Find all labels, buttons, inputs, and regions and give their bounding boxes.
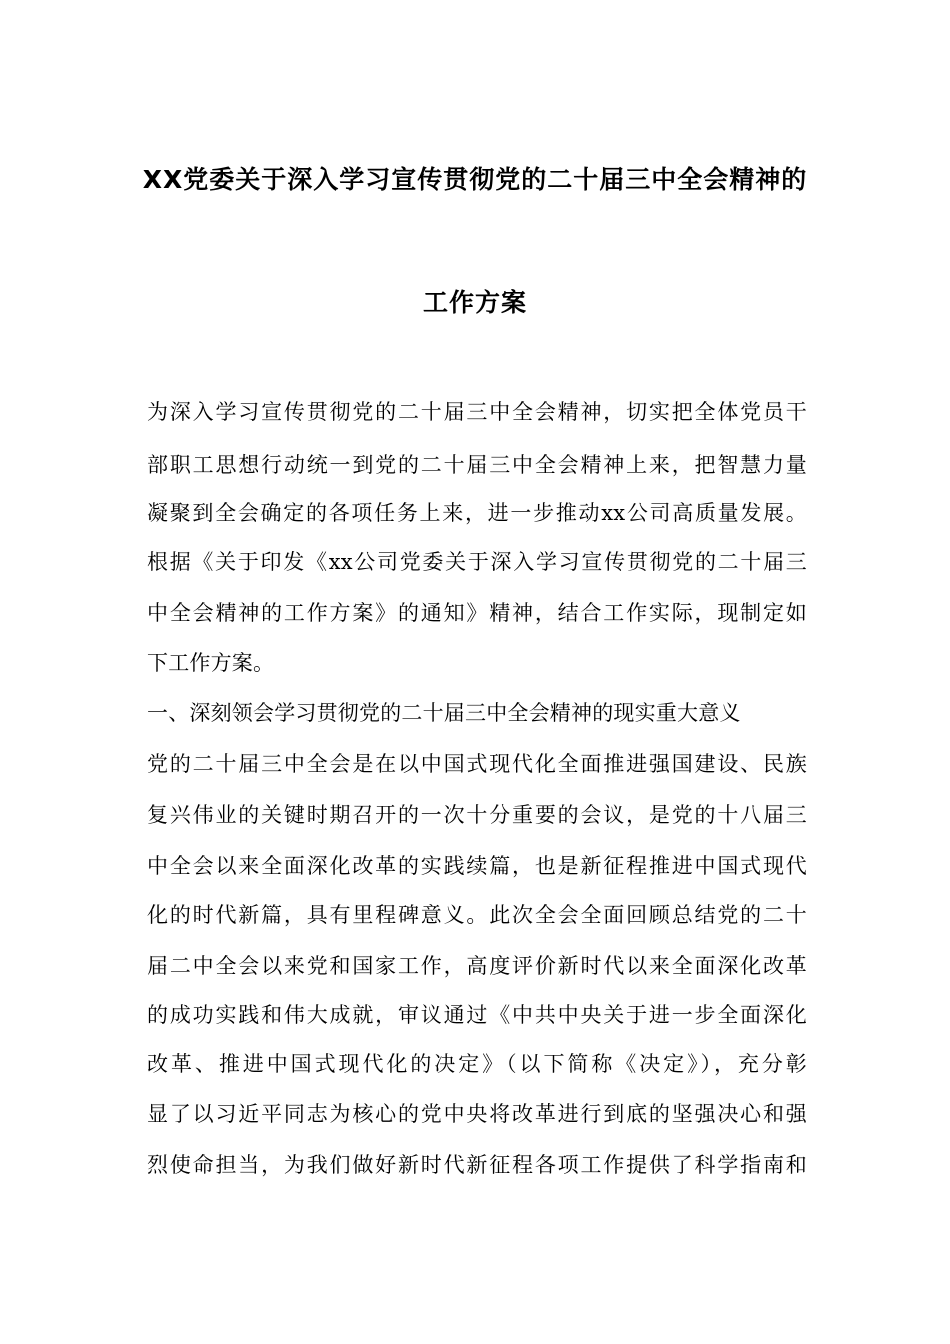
section-1-paragraph-line: 显了以习近平同志为核心的党中央将改革进行到底的坚强决心和强 — [147, 1102, 807, 1126]
section-1-paragraph-line: 届二中全会以来党和国家工作，高度评价新时代以来全面深化改革 — [147, 954, 807, 978]
section-1-paragraph-line: 党的二十届三中全会是在以中国式现代化全面推进强国建设、民族 — [147, 752, 807, 776]
intro-paragraph-line: 部职工思想行动统一到党的二十届三中全会精神上来，把智慧力量 — [147, 453, 807, 477]
intro-paragraph-line: 中全会精神的工作方案》的通知》精神，结合工作实际，现制定如 — [147, 601, 807, 625]
intro-paragraph-line: 为深入学习宣传贯彻党的二十届三中全会精神，切实把全体党员干 — [147, 400, 807, 424]
intro-paragraph-line: 凝聚到全会确定的各项任务上来，进一步推动xx公司高质量发展。 — [147, 501, 807, 525]
intro-paragraph-line: 根据《关于印发《xx公司党委关于深入学习宣传贯彻党的二十届三 — [147, 550, 807, 574]
intro-paragraph-line: 下工作方案。 — [147, 651, 275, 675]
section-1-paragraph-line: 复兴伟业的关键时期召开的一次十分重要的会议，是党的十八届三 — [147, 803, 807, 827]
section-1-paragraph-line: 的成功实践和伟大成就，审议通过《中共中央关于进一步全面深化 — [147, 1003, 807, 1027]
section-1-paragraph-line: 改革、推进中国式现代化的决定》（以下简称《决定》），充分彰 — [147, 1052, 807, 1076]
section-1-paragraph-line: 中全会以来全面深化改革的实践续篇，也是新征程推进中国式现代 — [147, 854, 807, 878]
section-1-paragraph-line: 烈使命担当，为我们做好新时代新征程各项工作提供了科学指南和 — [147, 1153, 807, 1177]
section-1-paragraph-line: 化的时代新篇，具有里程碑意义。此次全会全面回顾总结党的二十 — [147, 903, 807, 927]
document-title-line-2: 工作方案 — [422, 288, 527, 317]
section-1-heading: 一、深刻领会学习贯彻党的二十届三中全会精神的现实重大意义 — [147, 701, 741, 725]
document-title-line-1: XX党委关于深入学习宣传贯彻党的二十届三中全会精神的 — [142, 165, 808, 194]
